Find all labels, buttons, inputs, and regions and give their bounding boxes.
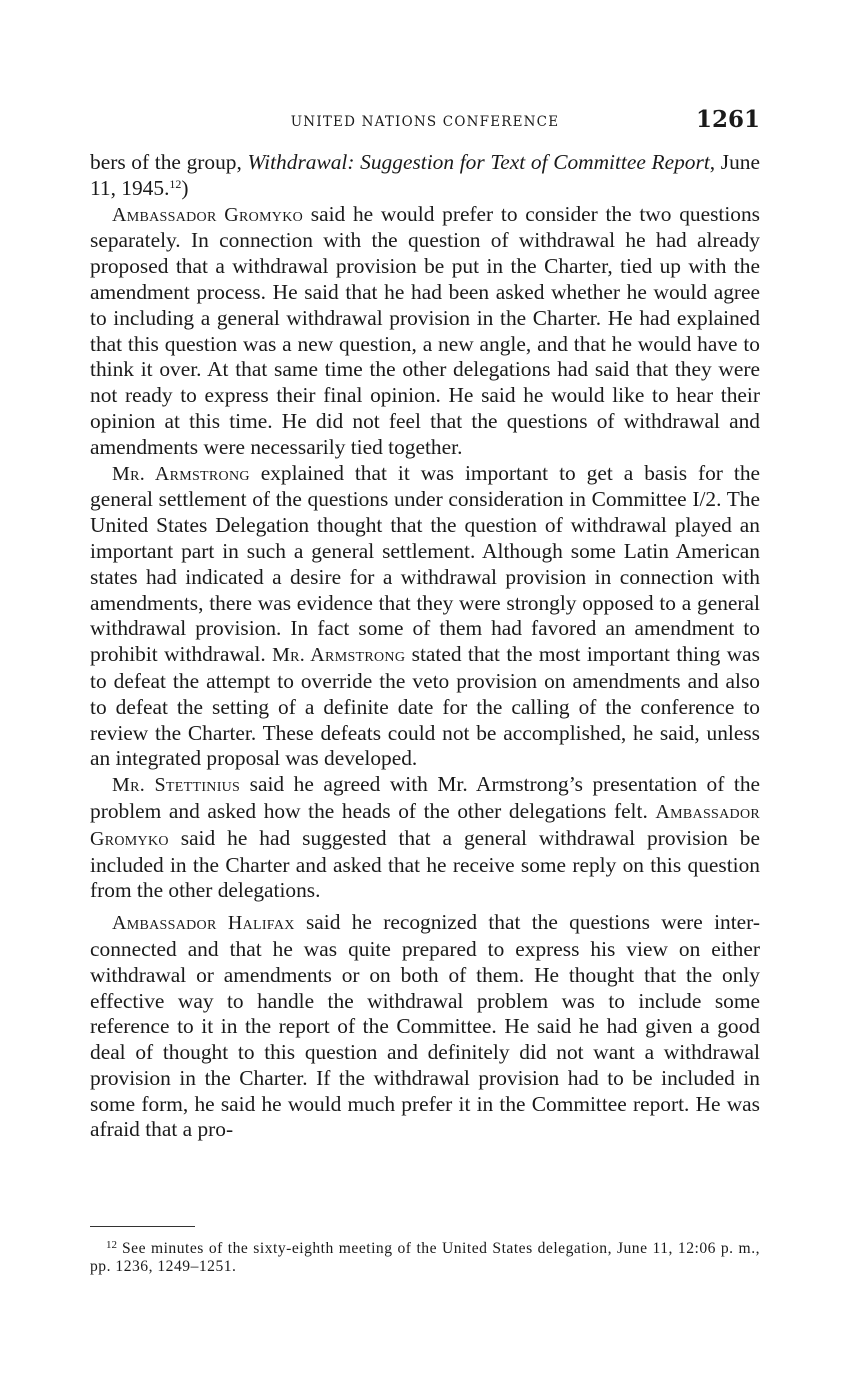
- text-run: explained that it was important to get a basis for the general settlement of the questions under consideration in Committee I/2. The United States Delegation thought that the question of withdrawal played an important part in such a general settlement. Although some Latin American states had indicated a desire for a withdrawal provision in connection with amendments, there was evidence that they were strongly opposed to a general withdrawal provision. In fact some of them had favored an amendment to prohibit withdrawal.: [90, 460, 761, 667]
- page-header: [90, 106, 760, 140]
- text-run: said he recognized that the questions were inter-connected and that he was quite prepared to express his view on either withdrawal or amendments or on both of them. He thought that the only effective way to handle the withdrawal problem was to include some reference to it in the report of the Committee. He said he had given a good deal of thought to this question and definitely did not want a withdrawal provision in the Charter. If the withdrawal provision had to be included in some form, he said he would much prefer it in the Committee report. He was afraid that a pro-: [90, 910, 760, 1142]
- text-run: stated that the most important thing was to defeat the attempt to override the veto provision on amendments and also to defeat the setting of a definite date for the calling of the conference to review the Charter. These defeats could not be accomplished, he said, unless an integrated proposal was developed.: [90, 642, 760, 771]
- footnote-mark: 12: [106, 1239, 117, 1251]
- speaker-name: Mr. Stettinius: [112, 774, 241, 797]
- body-text: [90, 150, 760, 1143]
- paragraph-gromyko: [90, 202, 760, 461]
- speaker-name: Ambassador Gromyko: [112, 203, 304, 226]
- speaker-name: Mr. Armstrong: [272, 644, 406, 667]
- footnote-reference: 12: [169, 176, 182, 191]
- paragraph-halifax: [90, 910, 760, 1143]
- paragraph-armstrong: [90, 461, 760, 773]
- text-run: , June 11, 1945.: [90, 150, 760, 200]
- running-title: UNITED NATIONS CONFERENCE: [290, 114, 560, 130]
- page-number: 1261: [695, 106, 760, 133]
- text-run: bers of the group,: [90, 150, 248, 174]
- footnote-text: See minutes of the sixty-eighth meeting of the United States delegation, June 11, 12:06 p. m., pp. 1236, 1249–1251.: [90, 1240, 760, 1275]
- footnote-rule: [90, 1226, 195, 1227]
- text-run: said he would prefer to consider the two questions separately. In connection with the question of withdrawal he had already proposed that a withdrawal provision be put in the Charter, tied up with the amendment process. He said that he had been asked whether he would agree to including a general withdrawal provision in the Charter. He had explained that this question was a new question, a new angle, and that he would have to think it over. At that same time the other delegations had said that they were not ready to express their final opinion. He said he would like to hear their opinion at this time. He did not feel that the questions of withdrawal and amendments were necessarily tied together.: [90, 201, 760, 459]
- paragraph-stettinius: [90, 772, 760, 904]
- paragraph-continuation: [90, 150, 760, 202]
- speaker-name: Ambassador Gromyko: [90, 800, 760, 850]
- speaker-name: Ambassador Halifax: [112, 912, 295, 935]
- text-run: said he agreed with Mr. Armstrong’s presentation of the problem and asked how the heads of the other delegations felt.: [90, 772, 761, 823]
- text-run: ): [181, 175, 189, 200]
- speaker-name: Mr. Armstrong: [112, 462, 250, 485]
- footnote: [90, 1240, 760, 1276]
- document-title: Withdrawal: Suggestion for Text of Committee Report: [247, 150, 710, 174]
- text-run: said he had suggested that a general withdrawal provision be included in the Charter and asked that he receive some reply on this question from the other delegations.: [90, 825, 760, 903]
